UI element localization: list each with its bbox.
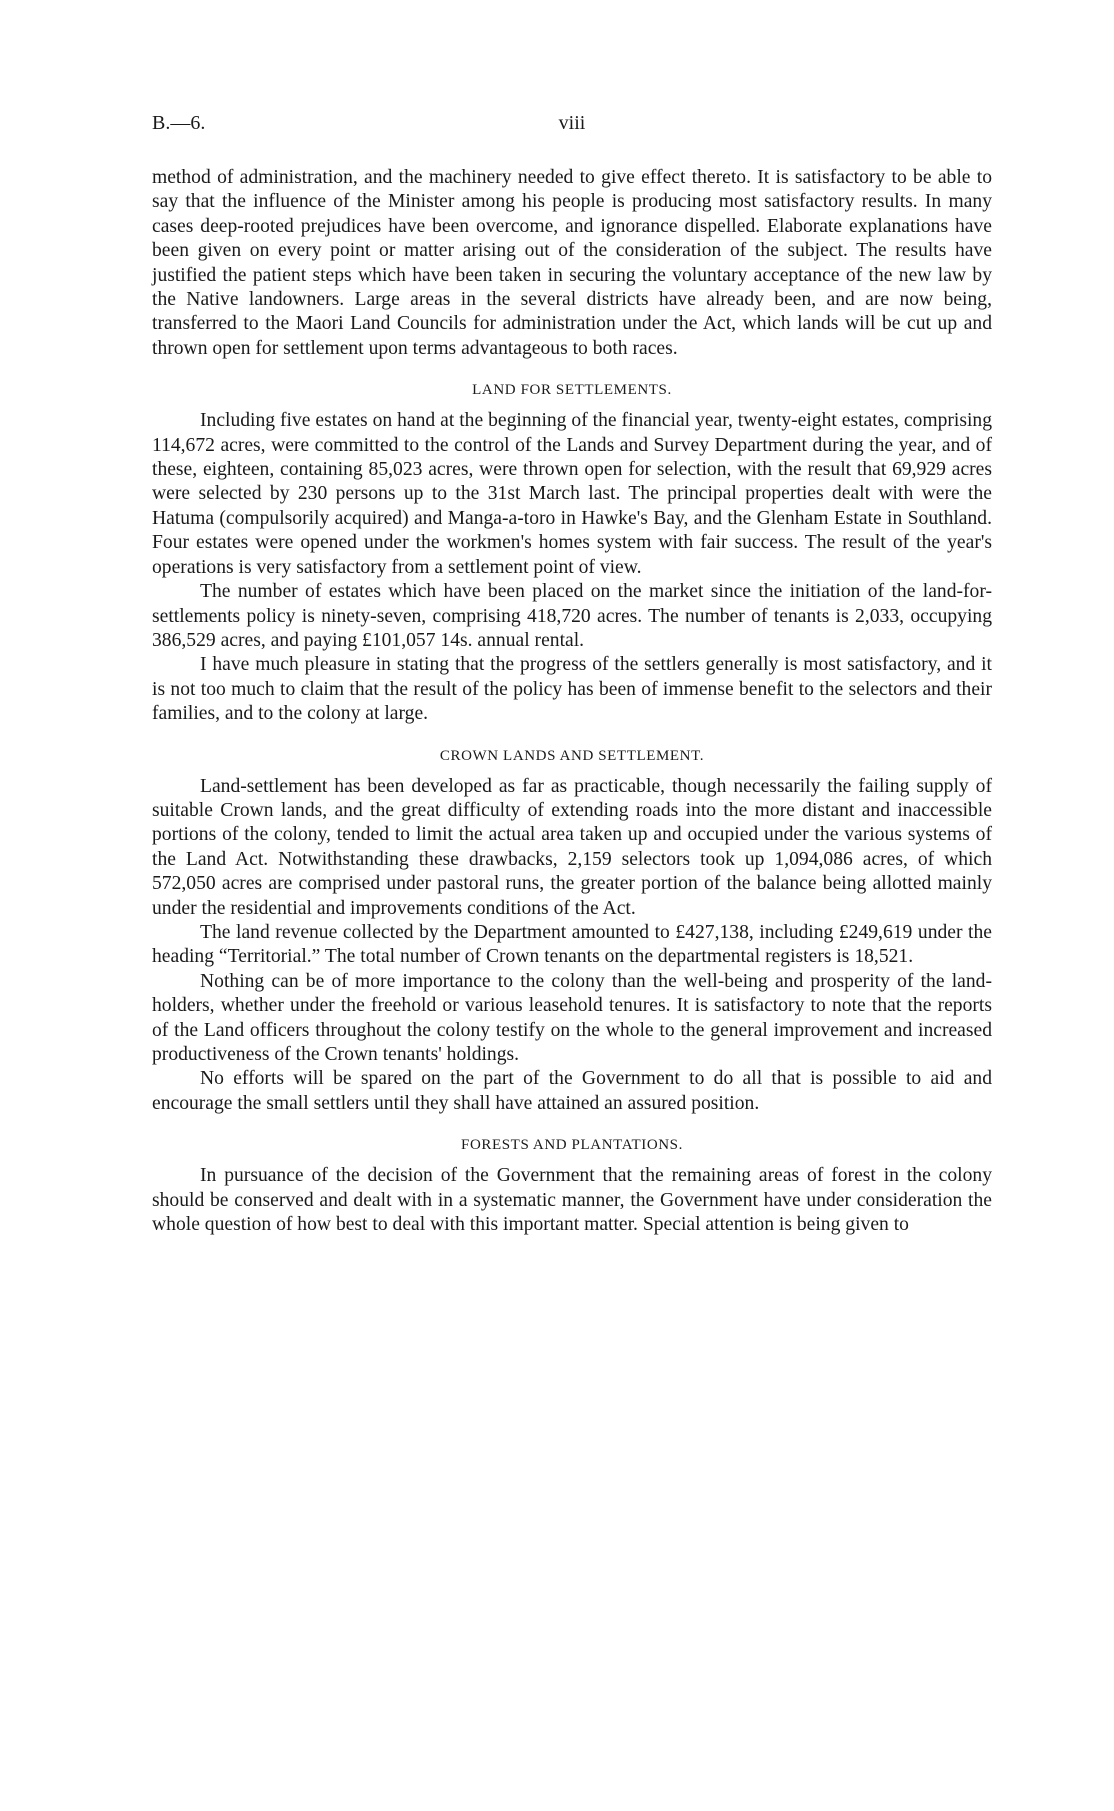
page-number: viii [558,112,586,134]
section-heading-forests-and-plantations: FORESTS AND PLANTATIONS. [461,1137,683,1154]
paragraph: Land-settlement has been developed as far as practicable, though necessarily the failing supply of suitable Crown lands, and the great difficulty of extending roads into the more distant and inaccessible portions of the colony, tended to limit the actual area taken up and occupied under the various systems of the Land Act. Notwithstanding these drawbacks, 2,159 selectors took up 1,094,086 acres, of which 572,050 acres are comprised under pastoral runs, the greater portion of the balance being allotted mainly under the residential and improvements conditions of the Act. [152,775,992,919]
paragraph: I have much pleasure in stating that the progress of the settlers generally is most satisfactory, and it is not too much to claim that the result of the policy has been of immense benefit to the selectors and their families, and to the colony at large. [152,654,992,725]
running-head [152,112,992,142]
document-body [152,166,992,1237]
paragraph: Including five estates on hand at the beginning of the financial year, twenty-eight estates, comprising 114,672 acres, were committed to the control of the Lands and Survey Department during the year, and of these, eighteen, containing 85,023 acres, were thrown open for selection, with the result that 69,929 acres were selected by 230 persons up to the 31st March last. The principal properties dealt with were the Hatuma (compulsorily acquired) and Manga-a-toro in Hawke's Bay, and the Glenham Estate in Southland. Four estates were opened under the workmen's homes system with fair success. The result of the year's operations is very satisfactory from a settlement point of view. [152,410,992,578]
paragraph: Nothing can be of more importance to the colony than the well-being and prosperity of the land-holders, whether under the freehold or various leasehold tenures. It is satisfactory to note that the reports of the Land officers throughout the colony testify on the whole to the general improvement and increased productiveness of the Crown tenants' holdings. [152,970,992,1065]
intro-paragraph: method of administration, and the machinery needed to give effect thereto. It is satisfactory to be able to say that the influence of the Minister among his people is producing most satisfactory results. In many cases deep-rooted prejudices have been overcome, and ignorance dispelled. Elaborate explanations have been given on every point or matter arising out of the consideration of the subject. The results have justified the patient steps which have been taken in securing the voluntary acceptance of the new law by the Native landowners. Large areas in the several districts have already been, and are now being, transferred to the Maori Land Councils for administration under the Act, which lands will be cut up and thrown open for settlement upon terms advantageous to both races. [152,167,992,359]
paragraph: No efforts will be spared on the part of the Government to do all that is possible to aid and encourage the small settlers until they shall have attained an assured position. [152,1068,992,1114]
section-heading-crown-lands-and-settlement: CROWN LANDS AND SETTLEMENT. [439,747,705,764]
paragraph: The land revenue collected by the Department amounted to £427,138, including £249,619 under the heading “Territorial.” The total number of Crown tenants on the departmental registers is 18,521. [152,921,992,968]
paragraph: The number of estates which have been placed on the market since the initiation of the land-for-settlements policy is ninety-seven, comprising 418,720 acres. The number of tenants is 2,033, occupying 386,529 acres, and paying £101,057 14s. annual rental. [152,581,992,651]
paragraph: In pursuance of the decision of the Government that the remaining areas of forest in the colony should be conserved and dealt with in a systematic manner, the Government have under consideration the whole question of how best to deal with this important matter. Special attention is being given to [152,1165,992,1236]
section-heading-land-for-settlements: LAND FOR SETTLEMENTS. [472,382,672,399]
document-reference: B.—6. [152,112,206,134]
